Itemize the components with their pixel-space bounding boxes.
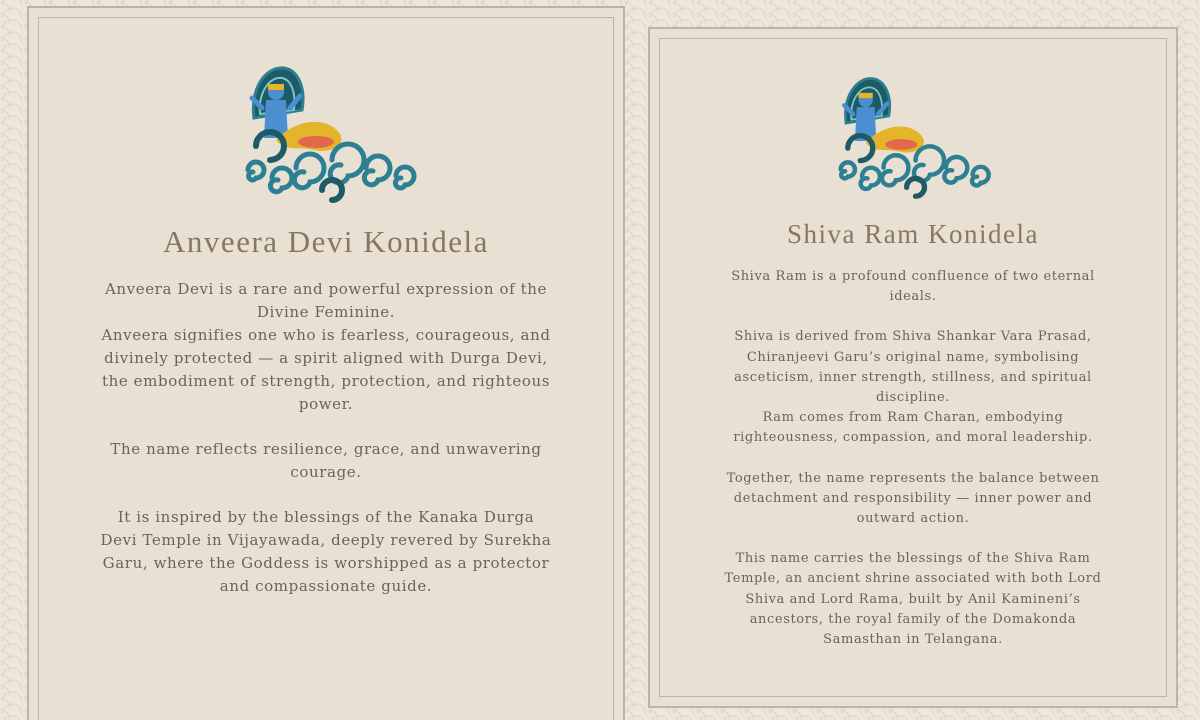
description-paragraph (712, 327, 1114, 448)
description-paragraph (99, 438, 553, 484)
description-paragraph (712, 469, 1114, 530)
vishnu-emblem-icon (830, 69, 994, 204)
description-line: The name reflects resilience, grace, and unwavering courage. (110, 440, 542, 481)
description-paragraph (99, 506, 553, 598)
description-paragraph (712, 267, 1114, 307)
description-line: This name carries the blessings of the Shiva Ram Temple, an ancient shrine associated with both Lord Shiva and Lord Rama, built by Anil Kamineni’s ancestors, the royal family of the Domakonda Samasthan in Telangana. (724, 551, 1102, 648)
card-description (99, 278, 553, 620)
card-title: Shiva Ram Konidela (787, 219, 1039, 249)
description-paragraph (99, 278, 553, 416)
card-description (712, 267, 1114, 670)
description-line: Anveera Devi is a rare and powerful expression of the Divine Feminine. (104, 280, 548, 321)
description-line: Together, the name represents the balance between detachment and responsibility — inner power and outward action. (726, 470, 1100, 527)
description-paragraph (712, 549, 1114, 650)
description-line: Shiva Ram is a profound confluence of two eternal ideals. (731, 269, 1095, 305)
description-line: Shiva is derived from Shiva Shankar Vara Prasad, Chiranjeevi Garu’s original name, symbolising asceticism, inner strength, stillness, and spiritual discipline. (734, 329, 1092, 406)
description-line: It is inspired by the blessings of the Kanaka Durga Devi Temple in Vijayawada, deeply revered by Surekha Garu, where the Goddess is worshipped as a protector and compassionate guide. (100, 508, 552, 595)
card-title: Anveera Devi Konidela (163, 224, 489, 259)
vishnu-emblem-icon (236, 58, 420, 208)
name-card-anveera (27, 6, 625, 720)
description-line: Ram comes from Ram Charan, embodying righteousness, compassion, and moral leadership. (733, 410, 1093, 446)
name-card-shiva-ram (648, 27, 1178, 708)
description-line: Anveera signifies one who is fearless, courageous, and divinely protected — a spirit aligned with Durga Devi, the embodiment of strength, protection, and righteous power. (101, 326, 551, 413)
